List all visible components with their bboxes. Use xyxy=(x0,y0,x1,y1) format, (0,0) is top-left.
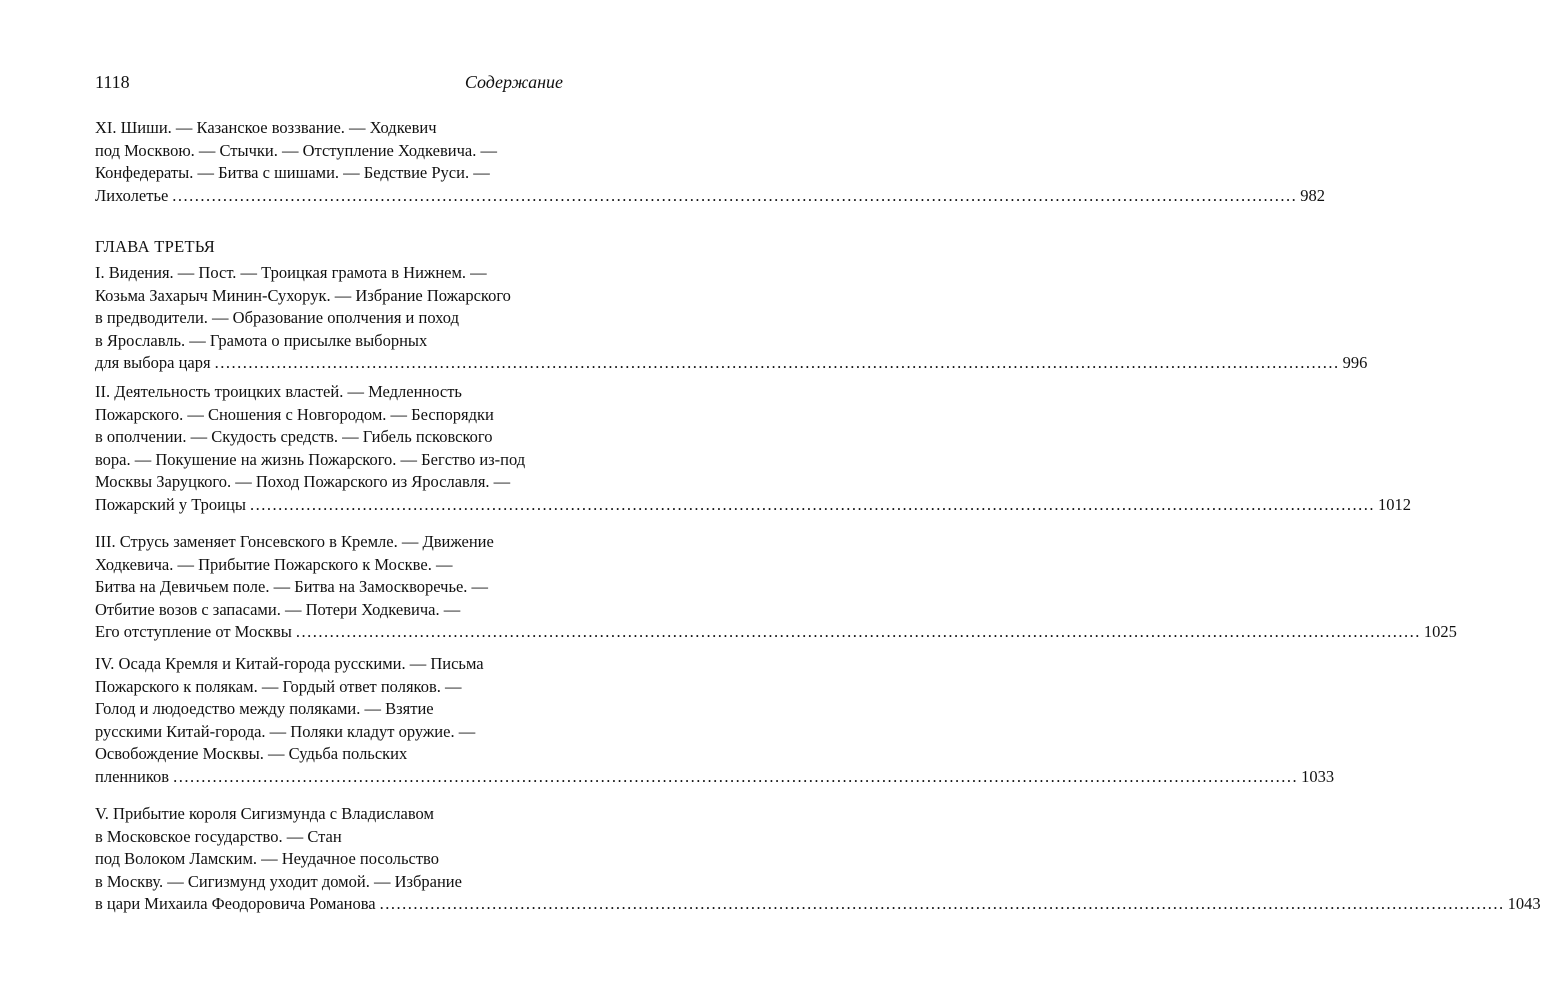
toc-entry-line: вора. — Покушение на жизнь Пожарского. — Бегство из-под xyxy=(95,449,526,469)
toc-entry-last-text: пленников xyxy=(95,766,170,786)
toc-page-number: 996 xyxy=(1342,353,1368,373)
toc-entry xyxy=(95,262,1368,375)
toc-entry-line: II. Деятельность троицких властей. — Медленность xyxy=(95,382,462,401)
toc-entry-line: III. Струсь заменяет Гонсевского в Кремле. — Движение xyxy=(95,532,494,551)
toc-entry-last-text: для выбора царя xyxy=(95,353,211,373)
toc-entry-line: в ополчении. — Скудость средств. — Гибель псковского xyxy=(95,427,493,447)
toc-entry-line: Пожарского к полякам. — Гордый ответ поляков. — xyxy=(95,676,462,696)
toc-entry xyxy=(95,117,1326,207)
toc-entry xyxy=(95,381,1411,517)
toc-entry-last-line xyxy=(95,185,1326,208)
toc-entry-line: I. Видения. — Пост. — Троицкая грамота в Нижнем. — xyxy=(95,263,487,282)
toc-entry-last-line xyxy=(95,621,1457,644)
toc-page-number: 1033 xyxy=(1301,766,1335,786)
dot-leader: ........................................................................................................................................................................................................ xyxy=(172,185,1298,205)
toc-entry-line: Козьма Захарыч Минин-Сухорук. — Избрание Пожарского xyxy=(95,285,511,305)
toc-entry-last-line xyxy=(95,893,1541,916)
toc-entry-line: в Москву. — Сигизмунд уходит домой. — Избрание xyxy=(95,871,462,891)
running-title: Содержание xyxy=(464,72,563,92)
toc-entry-line: в предводители. — Образование ополчения и поход xyxy=(95,308,459,328)
toc-entry xyxy=(95,653,1335,789)
toc-entry-last-text: Пожарский у Троицы xyxy=(95,494,246,514)
toc-entry-last-line xyxy=(95,766,1335,789)
toc-entry-last-line xyxy=(95,352,1368,375)
dot-leader: ........................................................................................................................................................................................................ xyxy=(379,894,1505,914)
toc-entry-last-line xyxy=(95,494,1411,517)
toc-entry-line: Битва на Девичьем поле. — Битва на Замоскворечье. — xyxy=(95,577,489,597)
toc-entry-line: русскими Китай-города. — Поляки кладут оружие. — xyxy=(95,721,476,741)
toc-page-number: 1025 xyxy=(1423,622,1457,642)
toc-entry-line: Голод и людоедство между поляками. — Взятие xyxy=(95,699,434,719)
dot-leader: ........................................................................................................................................................................................................ xyxy=(295,622,1421,642)
toc-entry-line: Отбитие возов с запасами. — Потери Ходкевича. — xyxy=(95,599,461,619)
toc-entry-last-text: в цари Михаила Феодоровича Романова xyxy=(95,894,376,914)
toc-page-number: 982 xyxy=(1300,185,1326,205)
toc-entry-line: V. Прибытие короля Сигизмунда с Владиславом xyxy=(95,804,434,823)
toc-entry-line: в Московское государство. — Стан xyxy=(95,826,342,846)
dot-leader: ........................................................................................................................................................................................................ xyxy=(214,353,1340,373)
dot-leader: ........................................................................................................................................................................................................ xyxy=(173,766,1299,786)
toc-entry-line: под Волоком Ламским. — Неудачное посольство xyxy=(95,849,439,869)
toc-entry-line: Пожарского. — Сношения с Новгородом. — Беспорядки xyxy=(95,404,494,424)
toc-entry-line: Конфедераты. — Битва с шишами. — Бедствие Руси. — xyxy=(95,163,490,183)
toc-entry-last-text: Лихолетье xyxy=(95,185,169,205)
toc-entry xyxy=(95,531,1457,644)
toc-entry-last-text: Его отступление от Москвы xyxy=(95,622,292,642)
page-header xyxy=(95,72,563,96)
toc-entry-line: Москвы Заруцкого. — Поход Пожарского из Ярославля. — xyxy=(95,472,511,492)
toc-entry-line: XI. Шиши. — Казанское воззвание. — Ходкевич xyxy=(95,118,437,137)
toc-entry-line: под Москвою. — Стычки. — Отступление Ходкевича. — xyxy=(95,140,497,160)
toc-entry-line: IV. Осада Кремля и Китай-города русскими. — Письма xyxy=(95,654,484,673)
dot-leader: ........................................................................................................................................................................................................ xyxy=(249,494,1375,514)
chapter-heading: ГЛАВА ТРЕТЬЯ xyxy=(95,237,216,256)
page-number: 1118 xyxy=(95,72,130,92)
toc-entry-line: Ходкевича. — Прибытие Пожарского к Москве. — xyxy=(95,554,453,574)
toc-entry-line: Освобождение Москвы. — Судьба польских xyxy=(95,744,408,764)
toc-page-number: 1012 xyxy=(1377,494,1411,514)
toc-page-number: 1043 xyxy=(1507,894,1541,914)
toc-entry-line: в Ярославль. — Грамота о присылке выборных xyxy=(95,330,428,350)
toc-entry xyxy=(95,803,1541,916)
